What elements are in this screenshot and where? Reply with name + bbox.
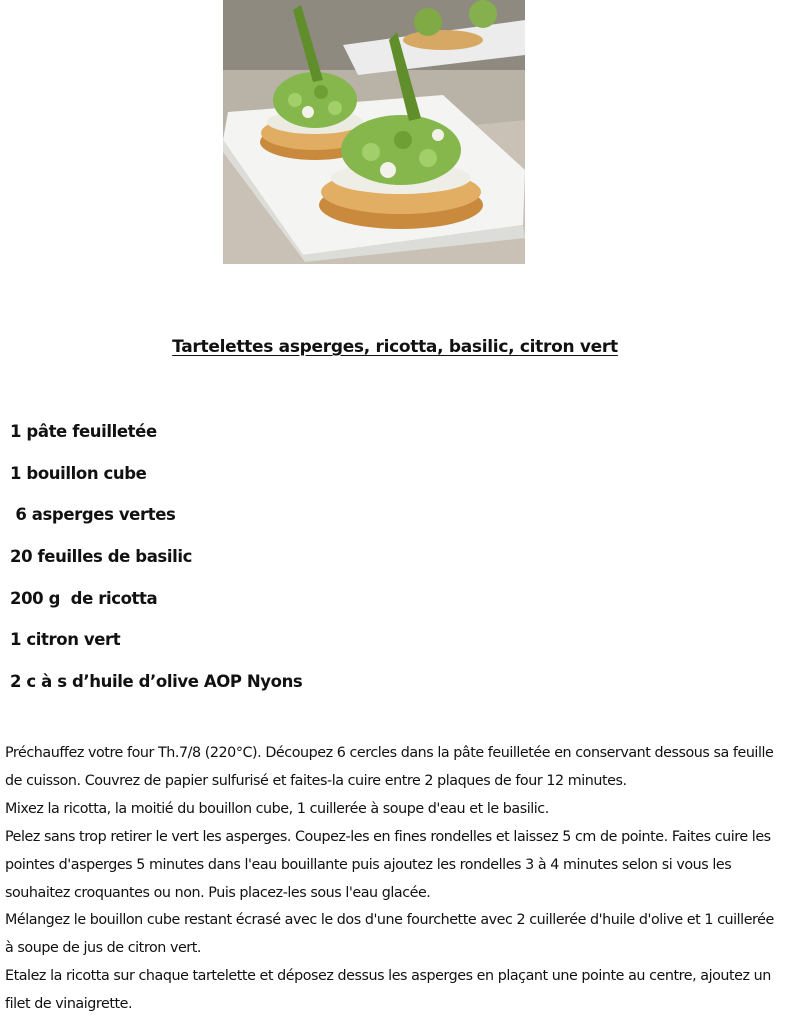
ingredient-item: 1 bouillon cube (10, 463, 147, 483)
instruction-step: Préchauffez votre four Th.7/8 (220°C). Découpez 6 cercles dans la pâte feuilletée en conservant dessous sa feuille de cuisson. Couvrez de papier sulfurisé et faites-la cuire entre 2 plaques de four 12 minutes. (5, 745, 774, 789)
ingredient-item: 1 citron vert (10, 630, 121, 650)
recipe-photo (223, 0, 525, 264)
instruction-step: Mélangez le bouillon cube restant écrasé avec le dos d'une fourchette avec 2 cuillerée d'huile d'olive et 1 cuillerée à soupe de jus de citron vert. (5, 912, 774, 957)
instruction-step: Pelez sans trop retirer le vert les asperges. Coupez-les en fines rondelles et laissez 5 cm de pointe. Faites cuire les pointes d'asperges 5 minutes dans l'eau bouillante puis ajoutez les rondelles 3 à 4 minutes selon si vous les souhaitez croquantes ou non. Puis placez-les sous l'eau glacée. (5, 828, 771, 901)
ingredient-list (10, 420, 302, 712)
ingredient-item: 6 asperges vertes (10, 505, 176, 525)
ingredient-item: 1 pâte feuilletée (10, 422, 157, 441)
ingredient-item: 2 c à s d’huile d’olive AOP Nyons (10, 672, 303, 692)
recipe-title: Tartelettes asperges, ricotta, basilic, citron vert (172, 337, 618, 357)
instruction-step: Mixez la ricotta, la moitié du bouillon cube, 1 cuillerée à soupe d'eau et le basilic. (5, 800, 549, 817)
ingredient-item: 200 g de ricotta (10, 588, 158, 608)
recipe-instructions (5, 740, 785, 1019)
tartlets-illustration (223, 0, 525, 264)
instruction-step: Etalez la ricotta sur chaque tartelette et déposez dessus les asperges en plaçant une pointe au centre, ajoutez un filet de vinaigrette. (5, 968, 771, 1013)
ingredient-item: 20 feuilles de basilic (10, 547, 193, 567)
